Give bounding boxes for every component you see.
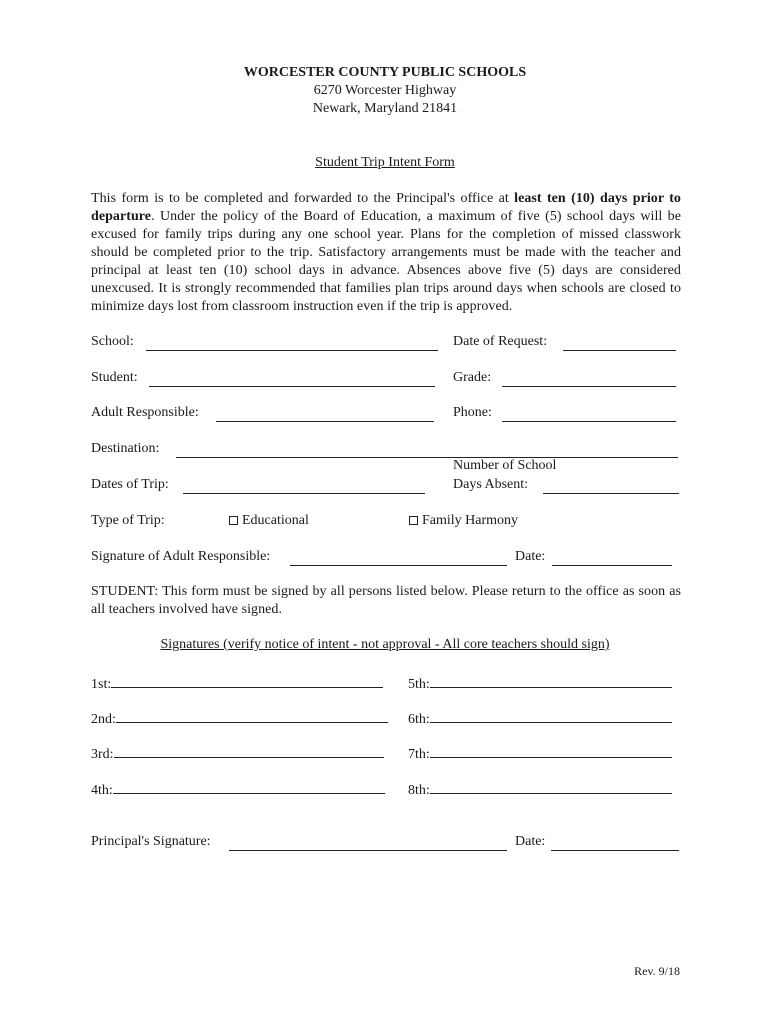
destination-field[interactable] <box>176 443 678 464</box>
destination-label: Destination: <box>91 441 160 456</box>
days-absent-field[interactable] <box>543 479 679 500</box>
slot-label: 4th: <box>91 783 113 798</box>
educational-checkbox[interactable] <box>229 516 238 525</box>
phone-label: Phone: <box>453 405 492 420</box>
school-field[interactable] <box>146 336 438 357</box>
signature-slot-1st[interactable] <box>91 673 383 694</box>
principal-signature-field[interactable] <box>229 836 507 857</box>
intro-bold-deadline: least ten (10) days prior to departure <box>91 191 681 224</box>
dates-of-trip-label: Dates of Trip: <box>91 477 169 492</box>
slot-label: 6th: <box>408 712 430 727</box>
adult-responsible-label: Adult Responsible: <box>91 405 199 420</box>
address-line-1: 6270 Worcester Highway <box>313 83 457 98</box>
student-note: STUDENT: This form must be signed by all persons listed below. Please return to the office as soon as all teachers involved have signed. <box>91 584 681 617</box>
slot-label: 3rd: <box>91 747 114 762</box>
date-of-request-field[interactable] <box>563 336 676 357</box>
signature-slot-4th[interactable] <box>91 779 385 800</box>
signatures-heading-text: Signatures (verify notice of intent - not approval - All core teachers should sign) <box>160 637 610 652</box>
intro-paragraph <box>91 190 681 316</box>
principal-date-label: Date: <box>515 834 546 849</box>
signature-slot-8th[interactable] <box>408 779 672 800</box>
educational-option[interactable] <box>229 512 309 530</box>
revision-label: Rev. 9/18 <box>634 964 680 978</box>
type-of-trip-label: Type of Trip: <box>91 513 165 528</box>
form-title <box>0 154 770 172</box>
signature-adult-field[interactable] <box>290 551 507 572</box>
grade-field[interactable] <box>502 372 676 393</box>
signatures-heading <box>0 636 770 654</box>
family-harmony-checkbox[interactable] <box>409 516 418 525</box>
family-harmony-option[interactable] <box>409 512 518 530</box>
dates-of-trip-field[interactable] <box>183 479 425 500</box>
signature-date-label: Date: <box>515 549 546 564</box>
address-line-2: Newark, Maryland 21841 <box>312 101 458 116</box>
days-absent-label: Days Absent: <box>453 477 529 492</box>
signature-slot-6th[interactable] <box>408 708 672 729</box>
student-field[interactable] <box>149 372 435 393</box>
principal-date-field[interactable] <box>551 836 679 857</box>
signature-date-field[interactable] <box>552 551 672 572</box>
student-label: Student: <box>91 370 138 385</box>
form-title-text: Student Trip Intent Form <box>315 155 455 170</box>
slot-label: 2nd: <box>91 712 116 727</box>
slot-label: 7th: <box>408 747 430 762</box>
signature-slot-2nd[interactable] <box>91 708 388 729</box>
intro-text-1: This form is to be completed and forwarded to the Principal's office at <box>91 191 515 206</box>
educational-label: Educational <box>242 513 309 528</box>
school-label: School: <box>91 334 134 349</box>
signature-slot-3rd[interactable] <box>91 743 384 764</box>
phone-field[interactable] <box>502 407 676 428</box>
org-name: WORCESTER COUNTY PUBLIC SCHOOLS <box>243 65 527 80</box>
grade-label: Grade: <box>453 370 492 385</box>
number-of-school-label: Number of School <box>453 458 557 473</box>
slot-label: 8th: <box>408 783 430 798</box>
slot-label: 1st: <box>91 677 112 692</box>
principal-signature-label: Principal's Signature: <box>91 834 211 849</box>
family-harmony-label: Family Harmony <box>422 513 519 528</box>
signature-adult-label: Signature of Adult Responsible: <box>91 549 271 564</box>
adult-responsible-field[interactable] <box>216 407 434 428</box>
slot-label: 5th: <box>408 677 430 692</box>
signature-slot-5th[interactable] <box>408 673 672 694</box>
signature-slot-7th[interactable] <box>408 743 672 764</box>
date-of-request-label: Date of Request: <box>453 334 548 349</box>
intro-text-2: . Under the policy of the Board of Education, a maximum of five (5) school days will be excused for family trips during any one school year. Plans for the completion of missed classwork should be completed prior to the trip. Satisfactory arrangements must be made with the teacher and principal at least ten (10) school days in advance. Absences above five (5) days are considered unexcused. It is strongly recommended that families plan trips around days when schools are closed to minimize days lost from classroom instruction even if the trip is approved. <box>91 209 681 314</box>
